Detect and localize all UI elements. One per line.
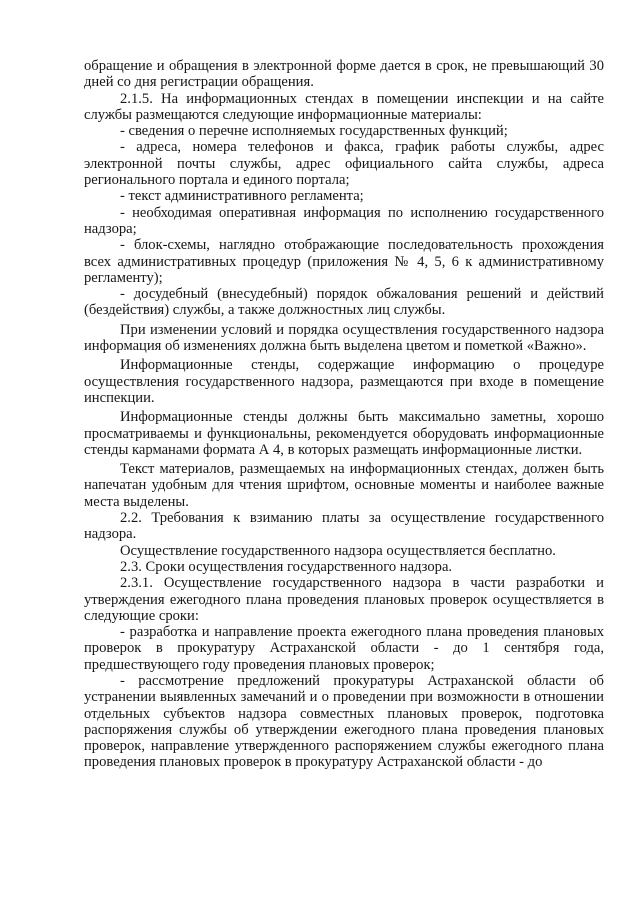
paragraph-10: Информационные стенды, содержащие информацию о процедуре осуществления государственного надзора, размещаются при входе в помещение инспекции.: [84, 357, 604, 406]
paragraph-13: 2.2. Требования к взиманию платы за осуществление государственного надзора.: [84, 510, 604, 543]
paragraph-14: Осуществление государственного надзора осуществляется бесплатно.: [120, 542, 556, 559]
paragraph-5: - текст административного регламента;: [120, 188, 364, 205]
paragraph-12: Текст материалов, размещаемых на информационных стендах, должен быть напечатан удобным для чтения шрифтом, основные моменты и наиболее важные места выделены.: [84, 461, 604, 510]
paragraph-17: - разработка и направление проекта ежегодного плана проведения плановых проверок в прокуратуру Астраханской области - до 1 сентября года, предшествующего году проведения плановых проверок;: [84, 624, 604, 673]
paragraph-9: При изменении условий и порядка осуществления государственного надзора информация об изменениях должна быть выделена цветом и пометкой «Важно».: [84, 321, 604, 355]
paragraph-8: - досудебный (внесудебный) порядок обжалования решений и действий (бездействия) службы, а также должностных лиц службы.: [84, 286, 604, 319]
paragraph-3: - сведения о перечне исполняемых государственных функций;: [120, 123, 508, 140]
document-page: [84, 58, 604, 771]
paragraph-2: 2.1.5. На информационных стендах в помещении инспекции и на сайте службы размещаются следующие информационные материалы:: [84, 90, 604, 123]
paragraph-11: Информационные стенды должны быть максимально заметны, хорошо просматриваемы и функциональны, рекомендуется оборудовать информационные стенды карманами формата А 4, в которых размещать информационные листки.: [84, 409, 604, 458]
paragraph-16: 2.3.1. Осуществление государственного надзора в части разработки и утверждения ежегодного плана проведения плановых проверок осуществляется в следующие сроки:: [84, 575, 604, 624]
paragraph-15: 2.3. Сроки осуществления государственного надзора.: [120, 558, 453, 575]
paragraph-18: - рассмотрение предложений прокуратуры Астраханской области об устранении выявленных замечаний и о проведении при возможности в отношении отдельных субъектов надзора совместных плановых проверок, подготовка распоряжения службы об утверждении ежегодного плана проведения плановых проверок, направление утвержденного распоряжением службы ежегодного плана проведения плановых проверок в прокуратуру Астраханской области - до: [84, 672, 604, 771]
paragraph-7: - блок-схемы, наглядно отображающие последовательность прохождения всех административных процедур (приложения № 4, 5, 6 к административному регламенту);: [84, 237, 604, 286]
paragraph-4: - адреса, номера телефонов и факса, график работы службы, адрес электронной почты службы, адрес официального сайта службы, адреса регионального портала и единого портала;: [84, 139, 604, 189]
paragraph-6: - необходимая оперативная информация по исполнению государственного надзора;: [84, 204, 604, 237]
paragraph-1: обращение и обращения в электронной форме дается в срок, не превышающий 30 дней со дня регистрации обращения.: [84, 58, 604, 91]
